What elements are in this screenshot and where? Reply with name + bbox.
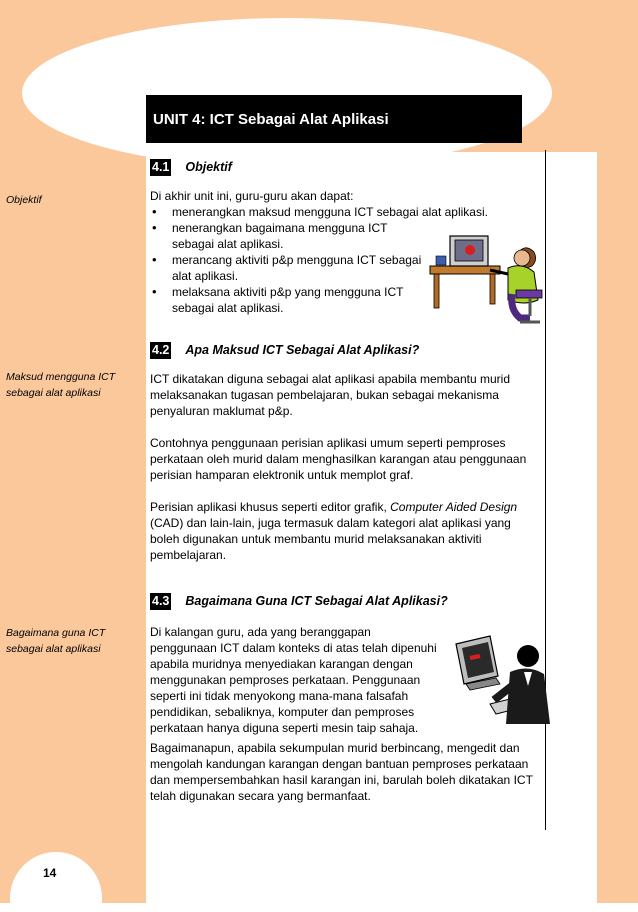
maksud-p3-start: Perisian aplikasi khusus seperti editor grafik, bbox=[150, 500, 391, 514]
side-note-objektif: Objektif bbox=[6, 194, 42, 206]
maksud-paragraph-2: Contohnya penggunaan perisian aplikasi umum seperti pemproses perkataan oleh murid dalam menghasilkan karangan atau penggunaan perisian hamparan elektronik untuk memplot graf. bbox=[150, 436, 527, 482]
list-item: • menerangkan maksud mengguna ICT sebagai alat aplikasi. bbox=[150, 204, 532, 220]
side-note-bagaimana: Bagaimana guna ICT sebagai alat aplikasi bbox=[6, 627, 106, 655]
maksud-p3-end: (CAD) dan lain-lain, juga termasuk dalam kategori alat aplikasi yang boleh digunakan untuk membantu murid melaksanakan aktiviti pembelajaran. bbox=[150, 516, 511, 562]
maksud-paragraph-1: ICT dikatakan diguna sebagai alat aplikasi apabila membantu murid melaksanakan tugasan pembelajaran, bukan sebagai mekanisma penyaluran maklumat p&p. bbox=[150, 372, 510, 418]
section-heading-4-3 bbox=[150, 592, 448, 610]
section-title: Bagaimana Guna ICT Sebagai Alat Aplikasi? bbox=[185, 594, 448, 608]
bagaimana-paragraph-2: Bagaimanapun, apabila sekumpulan murid berbincang, mengedit dan mengolah kandungan karangan dengan bantuan pemproses perkataan dan mempersembahkan hasil karangan ini, barulah boleh dikatakan ICT telah digunakan secara yang bermanfaat. bbox=[150, 741, 533, 803]
maksud-p3-italic: Computer Aided Design bbox=[390, 500, 518, 514]
section-number: 4.1 bbox=[152, 160, 170, 174]
header-oval bbox=[22, 18, 552, 168]
page-number: 14 bbox=[43, 866, 57, 880]
person-at-computer-clipart bbox=[420, 228, 548, 330]
list-item: • merancang aktiviti p&p mengguna ICT sebagai alat aplikasi. bbox=[150, 252, 422, 284]
maksud-paragraph-3 bbox=[150, 499, 536, 563]
businessman-computer-clipart bbox=[440, 634, 552, 736]
right-margin-band bbox=[597, 0, 638, 903]
section-heading-4-1 bbox=[150, 158, 232, 176]
maksud-block bbox=[150, 371, 536, 563]
unit-title: UNIT 4: ICT Sebagai Alat Aplikasi bbox=[153, 110, 389, 128]
objektif-intro: Di akhir unit ini, guru-guru akan dapat: bbox=[150, 189, 354, 203]
list-item: • nenerangkan bagaimana mengguna ICT sebagai alat aplikasi. bbox=[150, 220, 432, 252]
side-note-maksud: Maksud mengguna ICT sebagai alat aplikasi bbox=[6, 371, 116, 399]
section-number: 4.2 bbox=[152, 343, 170, 357]
section-title: Apa Maksud ICT Sebagai Alat Aplikasi? bbox=[185, 343, 420, 357]
section-title: Objektif bbox=[185, 160, 232, 174]
unit-title-bar bbox=[146, 95, 522, 143]
section-heading-4-2 bbox=[150, 341, 419, 359]
list-item: • melaksana aktiviti p&p yang mengguna ICT sebagai alat aplikasi. bbox=[150, 284, 434, 316]
section-number: 4.3 bbox=[152, 594, 170, 608]
bagaimana-paragraph-1: Di kalangan guru, ada yang beranggapan penggunaan ICT dalam konteks di atas telah dipenuhi apabila muridnya menyediakan karangan dengan menggunakan pemproses perkataan. Penggunaan seperti ini tidak menyokong mana-mana falsafah pendidikan, sebaliknya, komputer dan pemproses perkataan hanya diguna seperti mesin taip sahaja. bbox=[150, 625, 437, 735]
